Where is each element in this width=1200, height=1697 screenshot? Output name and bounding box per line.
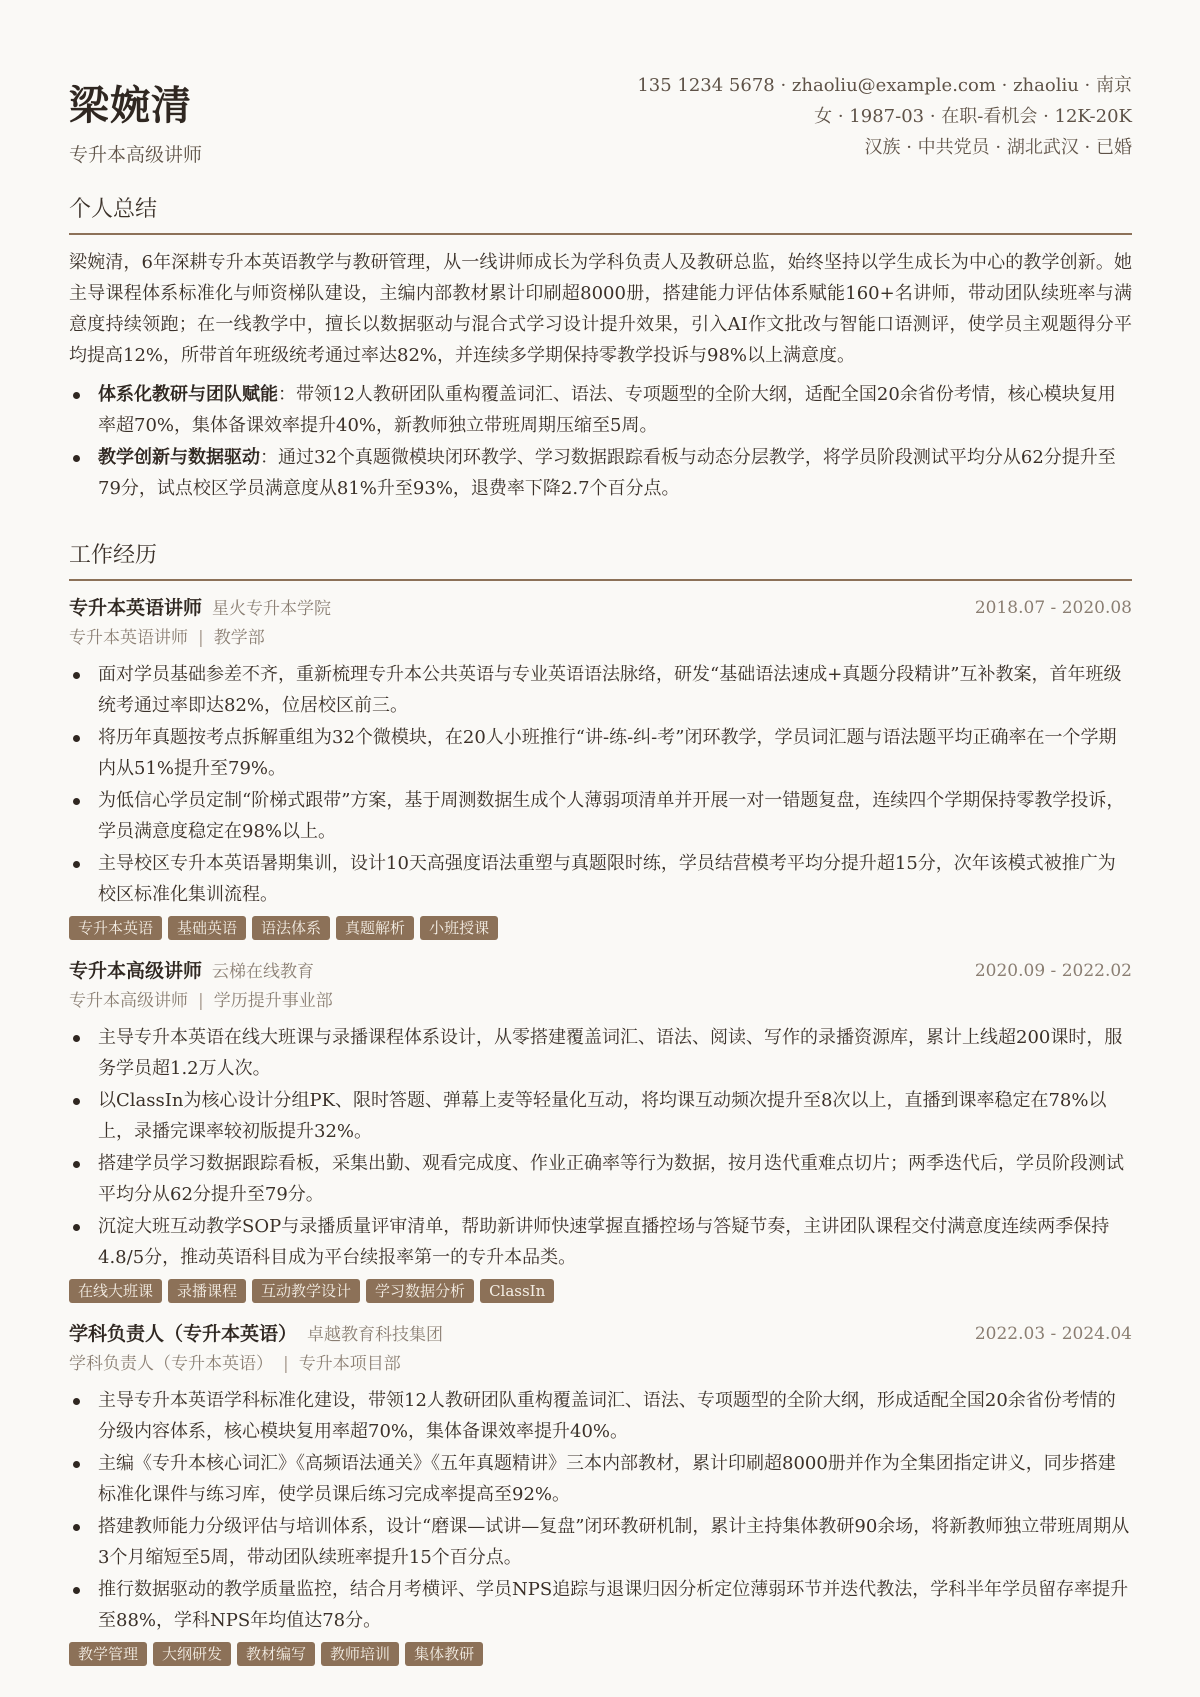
work-section (69, 538, 1132, 1670)
bullet-dot (73, 1461, 80, 1468)
job-bullet-text: 将历年真题按考点拆解重组为32个微模块，在20人小班推行“讲-练-纠-考”闭环教学，学员词汇题与语法题平均正确率在一个学期内从51%提升至79%。 (98, 727, 1117, 779)
skill-tag: 大纲研发 (153, 1642, 231, 1666)
bullet-dot (73, 392, 80, 399)
job-bullet-text: 推行数据驱动的教学质量监控，结合月考横评、学员NPS追踪与退课归因分析定位薄弱环节并迭代教法，学科半年学员留存率提升至88%，学科NPS年均值达78分。 (98, 1579, 1129, 1631)
job-position: 专升本英语讲师 (69, 628, 188, 648)
job-role: 专升本英语讲师 (69, 597, 203, 619)
skill-tag: 教师培训 (321, 1642, 399, 1666)
candidate-name: 梁婉清 (69, 82, 192, 129)
job-entry (69, 593, 1132, 944)
job-entry (69, 1319, 1132, 1670)
bullet-dot (73, 672, 80, 679)
job-date: 2018.07 - 2020.08 (974, 598, 1132, 618)
job-subline (69, 1349, 1132, 1379)
skill-tag: 小班授课 (420, 916, 498, 940)
job-header (69, 956, 1132, 986)
summary-paragraph: 梁婉清，6年深耕专升本英语教学与教研管理，从一线讲师成长为学科负责人及教研总监，始终坚持以学生成长为中心的教学创新。她主导课程体系标准化与师资梯队建设，主编内部教材累计印刷超8000册，搭建能力评估体系赋能160+名讲师，带动团队续班率与满意度持续领跑；在一线教学中，擅长以数据驱动与混合式学习设计提升效果，引入AI作文批改与智能口语测评，使学员主观题得分平均提高12%，所带首年班级统考通过率达82%，并连续多学期保持零教学投诉与98%以上满意度。 (69, 252, 1132, 366)
skill-tag: 互动教学设计 (252, 1279, 360, 1303)
job-bullet (69, 1085, 1132, 1147)
contact-line: 汉族 · 中共党员 · 湖北武汉 · 已婚 (864, 137, 1132, 158)
bullet-dot (73, 1161, 80, 1168)
summary-point-text: ：通过32个真题微模块闭环教学、学习数据跟踪看板与动态分层教学，将学员阶段测试平均分从62分提升至79分，试点校区学员满意度从81%升至93%，退费率下降2.7个百分点。 (98, 447, 1116, 499)
job-header (69, 593, 1132, 623)
contact-line: 女 · 1987-03 · 在职-看机会 · 12K-20K (814, 106, 1132, 127)
job-bullets (69, 1022, 1132, 1273)
section-heading: 工作经历 (69, 538, 1132, 581)
skill-tag: 学习数据分析 (366, 1279, 474, 1303)
summary-points (69, 379, 1132, 504)
job-department: 教学部 (213, 628, 265, 648)
bullet-dot (73, 798, 80, 805)
bullet-dot (73, 1035, 80, 1042)
job-bullet-text: 沉淀大班互动教学SOP与录播质量评审清单，帮助新讲师快速掌握直播控场与答疑节奏，主讲团队课程交付满意度连续两季保持4.8/5分，推动英语科目成为平台续报率第一的专升本品类。 (98, 1216, 1110, 1268)
summary-point-label: 教学创新与数据驱动 (98, 447, 260, 468)
job-position: 学科负责人（专升本英语） (69, 1354, 273, 1374)
summary-section (69, 192, 1132, 504)
job-bullet (69, 659, 1132, 721)
skill-tag: 专升本英语 (69, 916, 162, 940)
job-company: 星火专升本学院 (212, 599, 332, 619)
resume-header (69, 60, 1132, 192)
job-bullet-text: 搭建教师能力分级评估与培训体系，设计“磨课—试讲—复盘”闭环教研机制，累计主持集体教研90余场，将新教师独立带班周期从3个月缩短至5周，带动团队续班率提升15个百分点。 (98, 1516, 1130, 1568)
job-bullet (69, 1148, 1132, 1210)
skill-tags (69, 916, 1132, 944)
skill-tag: 语法体系 (252, 916, 330, 940)
summary-point-text: ：带领12人教研团队重构覆盖词汇、语法、专项题型的全阶大纲，适配全国20余省份考情，核心模块复用率超70%，集体备课效率提升40%，新教师独立带班周期压缩至5周。 (98, 384, 1116, 436)
job-bullet (69, 848, 1132, 910)
job-bullet (69, 1022, 1132, 1084)
job-bullet (69, 1385, 1132, 1447)
job-company: 云梯在线教育 (212, 962, 315, 982)
skill-tag: 集体教研 (405, 1642, 483, 1666)
job-bullet-text: 主编《专升本核心词汇》《高频语法通关》《五年真题精讲》三本内部教材，累计印刷超8000册并作为全集团指定讲义，同步搭建标准化课件与练习库，使学员课后练习完成率提高至92%。 (98, 1453, 1116, 1505)
job-bullet (69, 1448, 1132, 1510)
job-entry (69, 956, 1132, 1307)
job-role: 学科负责人（专升本英语） (69, 1323, 298, 1345)
skill-tag: 在线大班课 (69, 1279, 162, 1303)
summary-point (69, 379, 1132, 441)
job-separator: | (283, 1354, 289, 1374)
job-bullet-text: 为低信心学员定制“阶梯式跟带”方案，基于周测数据生成个人薄弱项清单并开展一对一错题复盘，连续四个学期保持零教学投诉，学员满意度稳定在98%以上。 (98, 790, 1125, 842)
job-bullet-text: 主导校区专升本英语暑期集训，设计10天高强度语法重塑与真题限时练，学员结营模考平均分提升超15分，次年该模式被推广为校区标准化集训流程。 (98, 853, 1116, 905)
bullet-dot (73, 1524, 80, 1531)
bullet-dot (73, 1587, 80, 1594)
job-position: 专升本高级讲师 (69, 991, 188, 1011)
contact-info (637, 70, 1132, 163)
bullet-dot (73, 735, 80, 742)
skill-tag: ClassIn (480, 1279, 554, 1303)
job-bullet-text: 主导专升本英语学科标准化建设，带领12人教研团队重构覆盖词汇、语法、专项题型的全阶大纲，形成适配全国20余省份考情的分级内容体系，核心模块复用率超70%，集体备课效率提升40%。 (98, 1390, 1116, 1442)
skill-tag: 教学管理 (69, 1642, 147, 1666)
job-header (69, 1319, 1132, 1349)
skill-tags (69, 1279, 1132, 1307)
job-bullet (69, 785, 1132, 847)
bullet-dot (73, 861, 80, 868)
job-department: 专升本项目部 (298, 1354, 401, 1374)
bullet-dot (73, 1224, 80, 1231)
job-company: 卓越教育科技集团 (307, 1325, 444, 1345)
job-separator: | (198, 628, 204, 648)
summary-point-label: 体系化教研与团队赋能 (98, 384, 278, 405)
job-subline (69, 986, 1132, 1016)
summary-point (69, 442, 1132, 504)
job-bullet-text: 搭建学员学习数据跟踪看板，采集出勤、观看完成度、作业正确率等行为数据，按月迭代重难点切片；两季迭代后，学员阶段测试平均分从62分提升至79分。 (98, 1153, 1124, 1205)
job-bullet-text: 面对学员基础参差不齐，重新梳理专升本公共英语与专业英语语法脉络，研发“基础语法速成+真题分段精讲”互补教案，首年班级统考通过率即达82%，位居校区前三。 (98, 664, 1122, 716)
bullet-dot (73, 1098, 80, 1105)
skill-tag: 教材编写 (237, 1642, 315, 1666)
job-subline (69, 623, 1132, 653)
job-bullet (69, 1511, 1132, 1573)
job-date: 2022.03 - 2024.04 (974, 1324, 1132, 1344)
job-department: 学历提升事业部 (213, 991, 333, 1011)
job-bullet (69, 1574, 1132, 1636)
skill-tag: 真题解析 (336, 916, 414, 940)
bullet-dot (73, 1398, 80, 1405)
skill-tags (69, 1642, 1132, 1670)
job-bullet-text: 主导专升本英语在线大班课与录播课程体系设计，从零搭建覆盖词汇、语法、阅读、写作的录播资源库，累计上线超200课时，服务学员超1.2万人次。 (98, 1027, 1123, 1079)
job-bullets (69, 659, 1132, 910)
job-separator: | (198, 991, 204, 1011)
job-date: 2020.09 - 2022.02 (974, 961, 1132, 981)
bullet-dot (73, 455, 80, 462)
job-role: 专升本高级讲师 (69, 960, 203, 982)
skill-tag: 录播课程 (168, 1279, 246, 1303)
skill-tag: 基础英语 (168, 916, 246, 940)
candidate-title: 专升本高级讲师 (69, 144, 203, 166)
contact-line: 135 1234 5678 · zhaoliu@example.com · zhaoliu · 南京 (637, 75, 1132, 96)
job-bullet (69, 722, 1132, 784)
job-bullet-text: 以ClassIn为核心设计分组PK、限时答题、弹幕上麦等轻量化互动，将均课互动频次提升至8次以上，直播到课率稳定在78%以上，录播完课率较初版提升32%。 (98, 1090, 1107, 1142)
job-bullets (69, 1385, 1132, 1636)
section-heading: 个人总结 (69, 192, 1132, 235)
job-bullet (69, 1211, 1132, 1273)
